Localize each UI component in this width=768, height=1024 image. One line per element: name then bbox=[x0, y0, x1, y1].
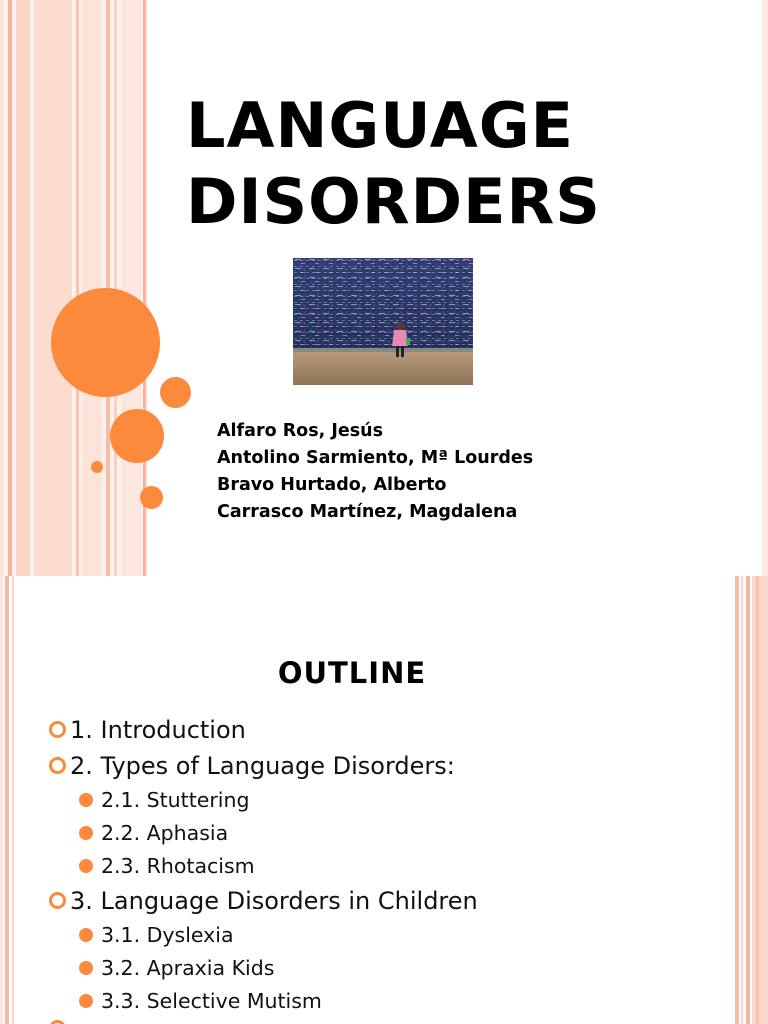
list-subitem bbox=[46, 850, 478, 883]
list-item-text: 2.3. Rhotacism bbox=[101, 854, 255, 878]
author-list bbox=[217, 418, 533, 526]
decorative-stripe bbox=[762, 0, 768, 576]
dot-bullet-icon bbox=[79, 928, 93, 942]
dot-bullet-icon bbox=[79, 793, 93, 807]
decorative-stripe bbox=[756, 576, 759, 1024]
author-name: Carrasco Martínez, Magdalena bbox=[217, 502, 518, 522]
decorative-stripe bbox=[0, 0, 3, 576]
author-name: Alfaro Ros, Jesús bbox=[217, 421, 384, 441]
decorative-stripe bbox=[0, 576, 3, 1024]
decorative-stripe bbox=[746, 576, 750, 1024]
ring-bullet-icon bbox=[49, 721, 66, 738]
ring-bullet-icon bbox=[49, 757, 66, 774]
list-item-text: 2. Types of Language Disorders: bbox=[70, 752, 455, 780]
decorative-stripe bbox=[735, 576, 739, 1024]
dot-bullet-icon bbox=[79, 826, 93, 840]
list-subitem bbox=[46, 817, 478, 850]
list-item-text: 2.1. Stuttering bbox=[101, 788, 250, 812]
list-subitem bbox=[46, 919, 478, 952]
author-name: Bravo Hurtado, Alberto bbox=[217, 475, 447, 495]
list-item-text: 3.2. Apraxia Kids bbox=[101, 956, 275, 980]
decorative-circle bbox=[110, 409, 164, 463]
dot-bullet-icon bbox=[79, 994, 93, 1008]
author-name: Antolino Sarmiento, Mª Lourdes bbox=[217, 448, 534, 468]
decorative-circle bbox=[140, 486, 163, 509]
outline-slide bbox=[0, 576, 768, 1024]
list-item-text: 2.2. Aphasia bbox=[101, 821, 229, 845]
decorative-circle bbox=[91, 461, 103, 473]
list-item-text: 3. Language Disorders in Children bbox=[70, 887, 478, 915]
ring-bullet-icon bbox=[49, 1020, 66, 1024]
title-line: DISORDERS bbox=[186, 165, 601, 238]
ring-bullet-icon bbox=[49, 892, 66, 909]
slide-title bbox=[186, 88, 601, 240]
decorative-stripe bbox=[16, 0, 30, 576]
outline-title: OUTLINE bbox=[277, 656, 427, 690]
list-item bbox=[46, 883, 478, 919]
outline-list bbox=[46, 712, 478, 1018]
list-item-text: 3.1. Dyslexia bbox=[101, 923, 234, 947]
list-item-text: 3.3. Selective Mutism bbox=[101, 989, 322, 1013]
list-subitem bbox=[46, 784, 478, 817]
list-item-text: 1. Introduction bbox=[70, 716, 246, 744]
wall-of-love-photo bbox=[293, 258, 473, 385]
list-subitem bbox=[46, 985, 478, 1018]
list-item bbox=[46, 712, 478, 748]
list-item bbox=[46, 748, 478, 784]
decorative-stripe bbox=[741, 576, 743, 1024]
decorative-stripe bbox=[34, 0, 72, 576]
decorative-stripe bbox=[76, 0, 79, 576]
title-line: LANGUAGE bbox=[186, 89, 574, 162]
decorative-stripe bbox=[121, 0, 141, 576]
decorative-stripe bbox=[8, 0, 12, 576]
decorative-circle bbox=[51, 288, 160, 397]
decorative-circle bbox=[160, 377, 191, 408]
decorative-stripe bbox=[12, 576, 14, 1024]
dot-bullet-icon bbox=[79, 859, 93, 873]
decorative-stripe bbox=[5, 576, 9, 1024]
decorative-stripe bbox=[752, 576, 768, 1024]
list-subitem bbox=[46, 952, 478, 985]
dot-bullet-icon bbox=[79, 961, 93, 975]
